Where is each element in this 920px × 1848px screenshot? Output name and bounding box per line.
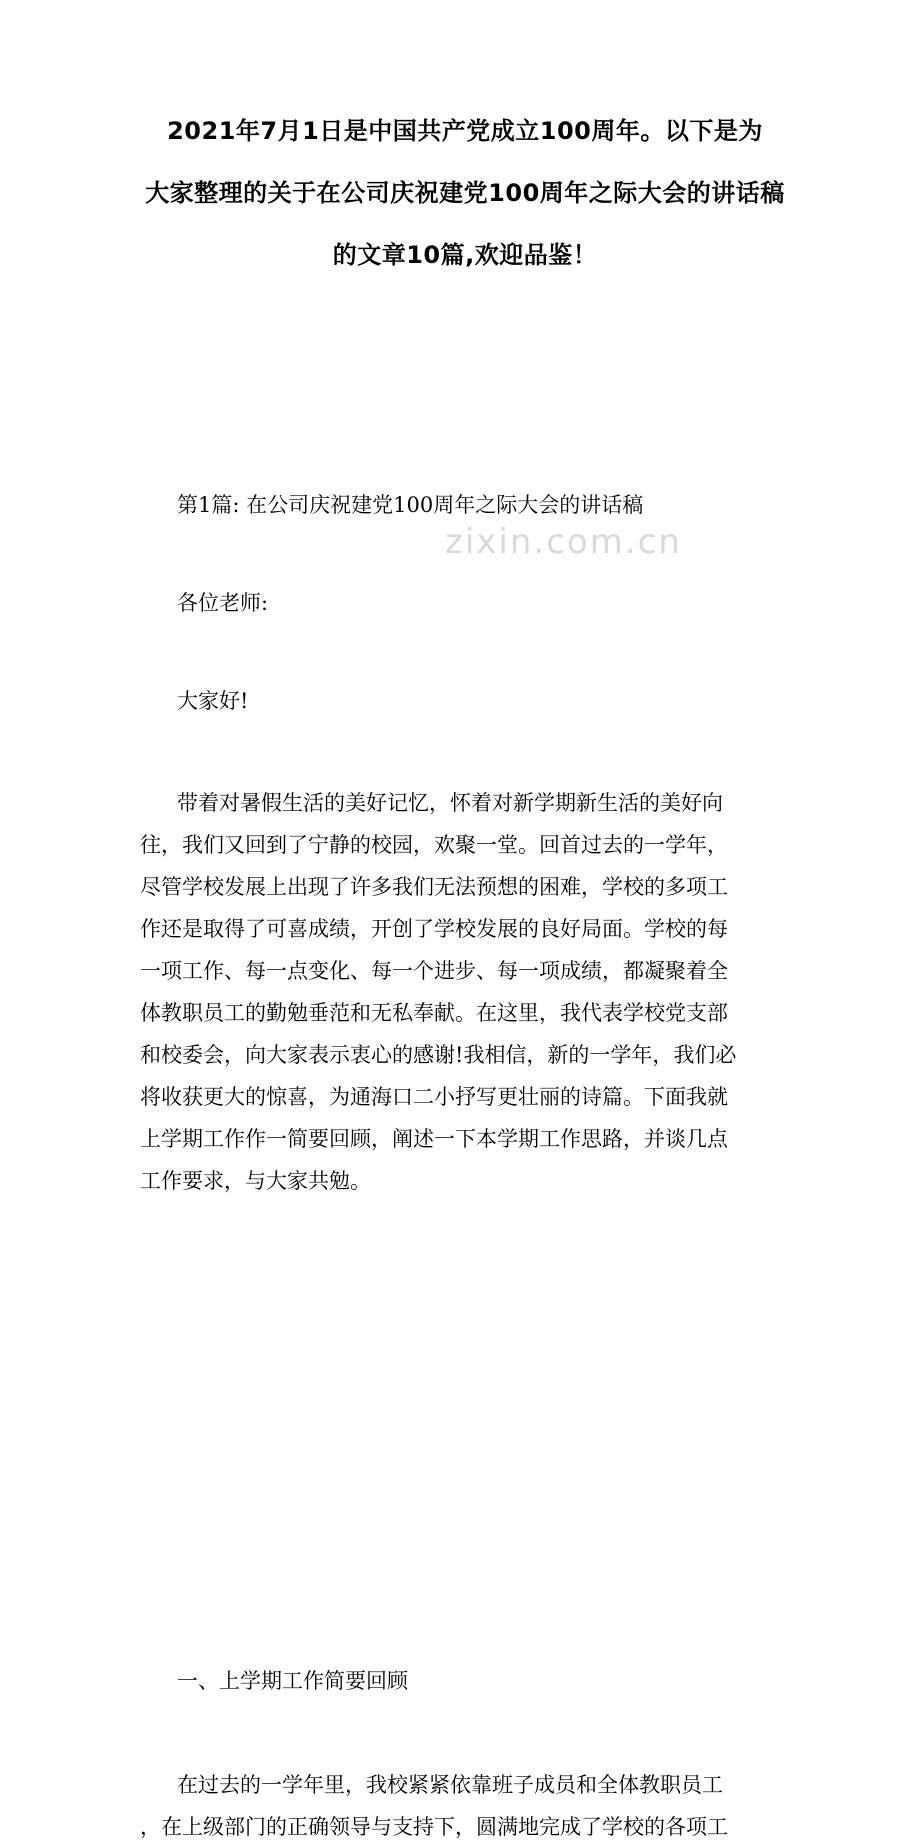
paragraph-line: ，在上级部门的正确领导与支持下，圆满地完成了学校的各项工 (140, 1815, 728, 1839)
title-line: 2021年7月1日是中国共产党成立100周年。以下是为 (167, 117, 763, 145)
greeting: 大家好! (177, 689, 249, 713)
article-heading-block (140, 484, 790, 526)
salutation: 各位老师: (177, 591, 269, 615)
paragraph-line: 作还是取得了可喜成绩，开创了学校发展的良好局面。学校的每 (140, 917, 728, 941)
paragraph-2 (140, 1764, 790, 1848)
section-heading: 一、上学期工作简要回顾 (177, 1669, 408, 1693)
article-heading: 第1篇: 在公司庆祝建党100周年之际大会的讲话稿 (177, 493, 644, 517)
paragraph-line: 将收获更大的惊喜，为通海口二小抒写更壮丽的诗篇。下面我就 (140, 1085, 728, 1109)
watermark: zixin.com.cn (445, 522, 682, 562)
paragraph-line: 往，我们又回到了宁静的校园，欢聚一堂。回首过去的一学年， (140, 833, 728, 857)
section-heading-block (140, 1660, 790, 1702)
paragraph-line: 一项工作、每一点变化、每一个进步、每一项成绩，都凝聚着全 (140, 959, 728, 983)
title-line: 大家整理的关于在公司庆祝建党100周年之际大会的讲话稿 (145, 179, 785, 207)
title-line: 的文章10篇,欢迎品鉴！ (332, 241, 598, 269)
document-title (140, 100, 790, 286)
paragraph-line: 带着对暑假生活的美好记忆，怀着对新学期新生活的美好向 (177, 791, 723, 815)
paragraph-1 (140, 782, 790, 1202)
greeting-block (140, 680, 790, 722)
paragraph-line: 体教职员工的勤勉垂范和无私奉献。在这里，我代表学校党支部 (140, 1001, 728, 1025)
paragraph-line: 工作要求，与大家共勉。 (140, 1169, 371, 1193)
paragraph-line: 和校委会，向大家表示衷心的感谢!我相信，新的一学年，我们必 (140, 1043, 737, 1067)
paragraph-line: 在过去的一学年里，我校紧紧依靠班子成员和全体教职员工 (177, 1773, 723, 1797)
paragraph-line: 尽管学校发展上出现了许多我们无法预想的困难，学校的多项工 (140, 875, 728, 899)
paragraph-line: 上学期工作作一简要回顾，阐述一下本学期工作思路，并谈几点 (140, 1127, 728, 1151)
salutation-block (140, 582, 790, 624)
